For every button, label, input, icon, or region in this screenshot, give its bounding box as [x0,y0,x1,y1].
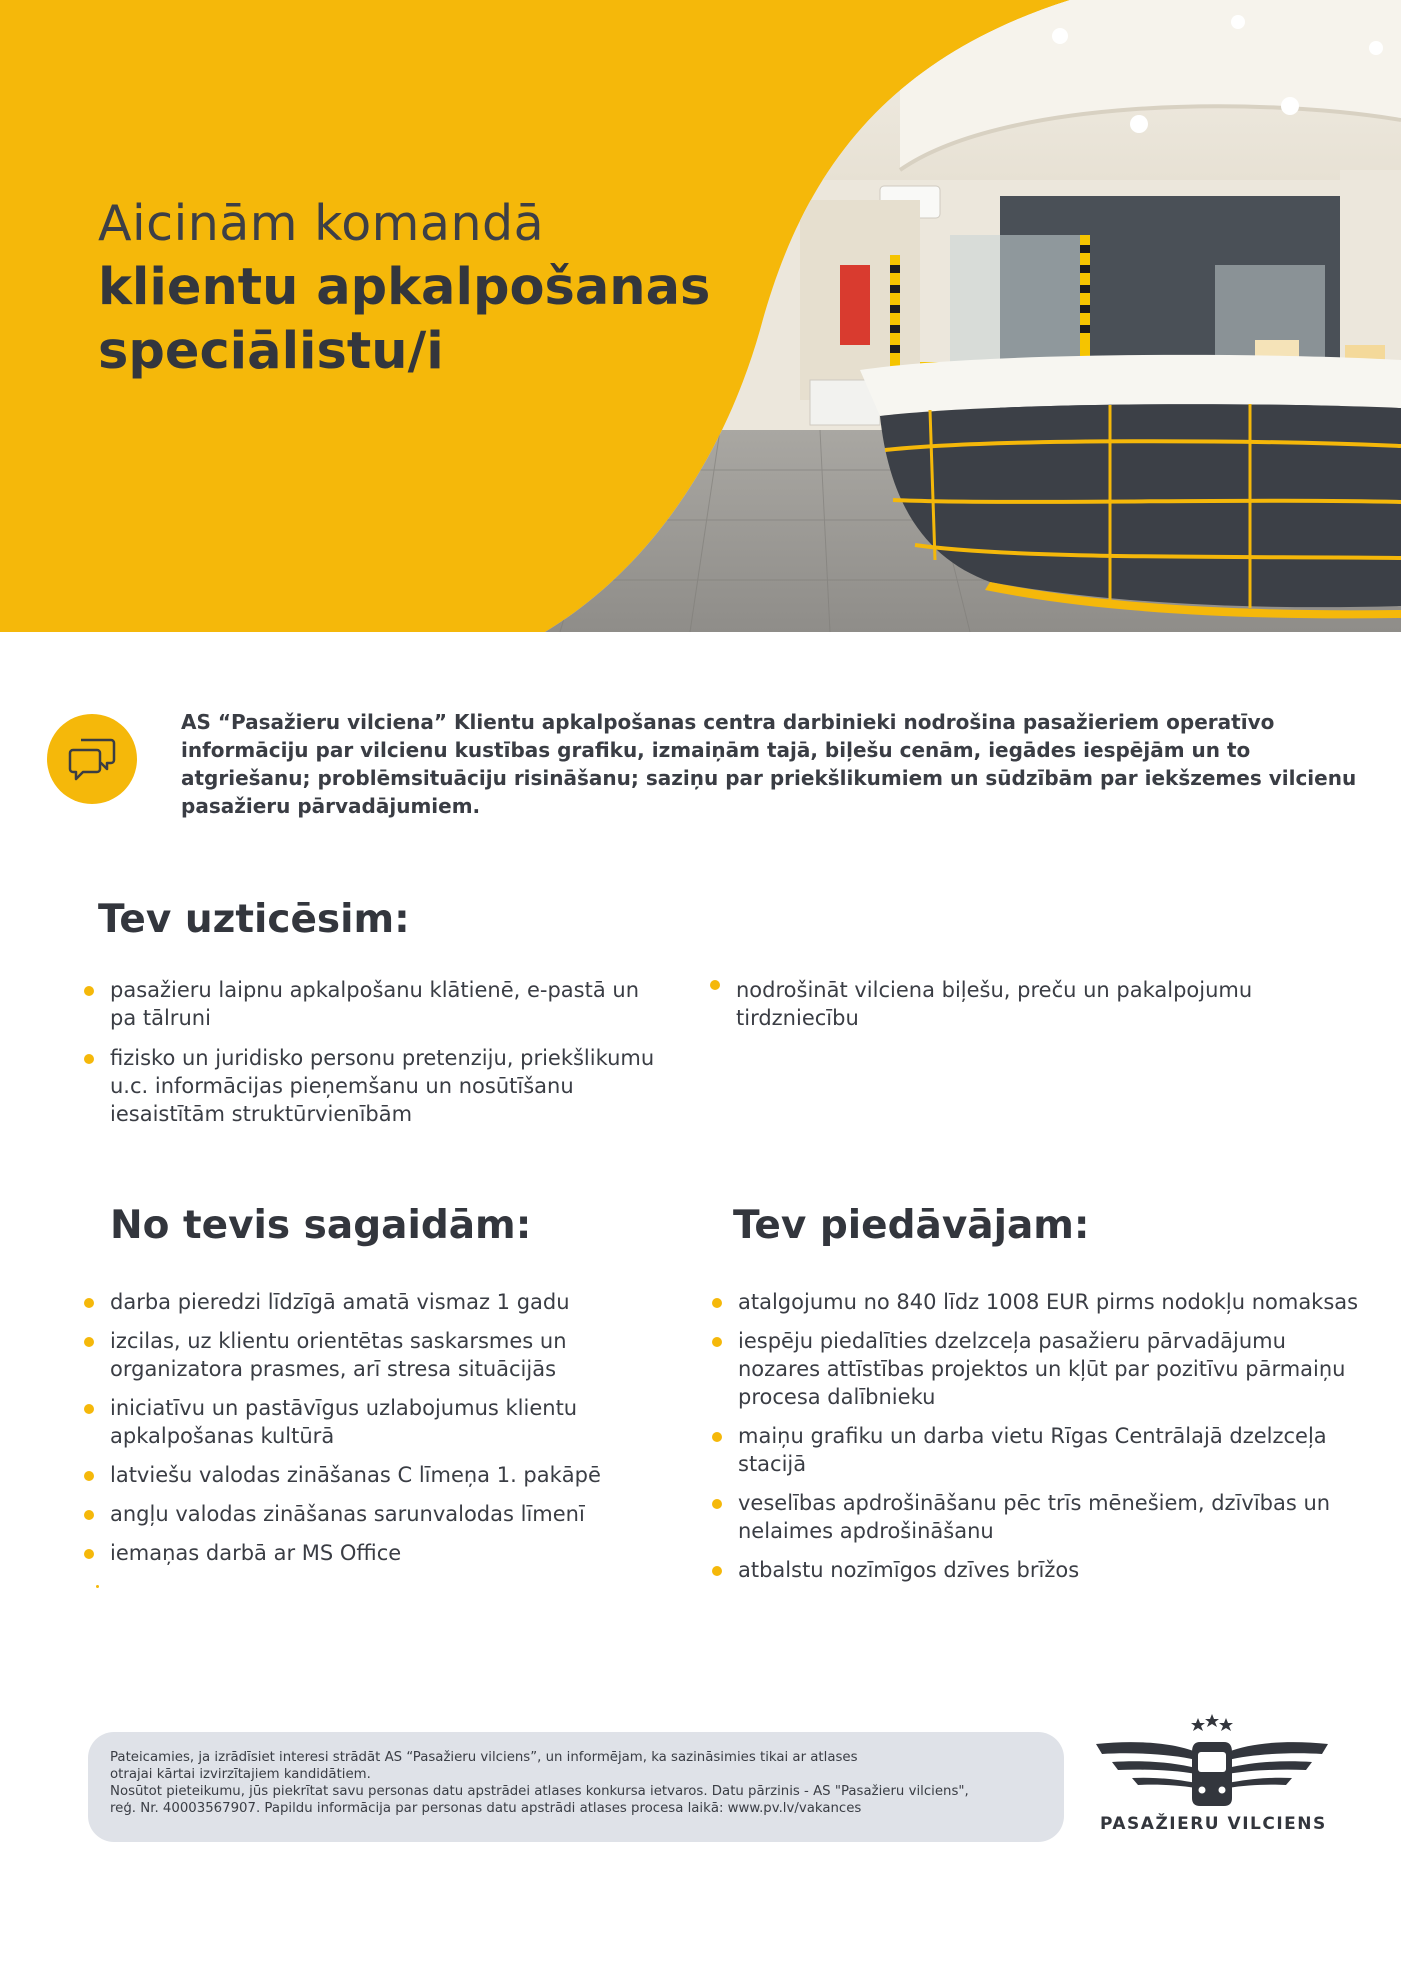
list-item: angļu valodas zināšanas sarunvalodas līmenī [82,1500,642,1528]
hero-banner [0,0,1401,632]
privacy-notice-line-4: reģ. Nr. 40003567907. Papildu informācija par personas datu apstrādi atlases procesa laikā: www.pv.lv/vakances [110,1801,862,1816]
list-item: atalgojumu no 840 līdz 1008 EUR pirms nodokļu nomaksas [710,1288,1360,1316]
hero-title-line-1: Aicinām komandā [98,195,545,252]
trust-list-left [82,976,662,1140]
list-item: fizisko un juridisko personu pretenziju, priekšlikumu u.c. informācijas pieņemšanu un nosūtīšanu iesaistītām struktūrvienībām [82,1044,662,1128]
list-item: izcilas, uz klientu orientētas saskarsmes un organizatora prasmes, arī stresa situācijās [82,1327,642,1383]
bullet-dot-icon [712,1566,722,1576]
list-item: latviešu valodas zināšanas C līmeņa 1. pakāpē [82,1461,642,1489]
bullet-dot-icon [84,1298,94,1308]
expect-list [82,1288,642,1578]
list-item: nodrošināt vilciena biļešu, preču un pakalpojumu tirdzniecību [708,976,1328,1032]
list-item: veselības apdrošināšanu pēc trīs mēnešiem, dzīvības un nelaimes apdrošināšanu [710,1489,1360,1545]
trust-list-right [708,976,1328,1044]
hero-title-line-2: klientu apkalpošanas [98,258,711,317]
list-item: maiņu grafiku un darba vietu Rīgas Centrālajā dzelzceļa stacijā [710,1422,1360,1478]
expect-heading: No tevis sagaidām: [110,1203,532,1248]
privacy-notice [88,1732,1064,1842]
list-item: iespēju piedalīties dzelzceļa pasažieru pārvadājumu nozares attīstības projektos un kļūt par pozitīvu pārmaiņu procesa dalībnieku [710,1327,1360,1411]
bullet-dot-icon [84,986,94,996]
bullet-dot-icon [84,1549,94,1559]
hero-title-line-3: speciālistu/i [98,322,444,381]
privacy-notice-line-3: Nosūtot pieteikumu, jūs piekrītat savu personas datu apstrādei atlases konkursa ietvaros. Datu pārzinis - AS "Pasažieru vilciens", [110,1784,969,1799]
bullet-dot-icon [712,1432,722,1442]
offer-list [710,1288,1360,1595]
chat-bubbles-icon [47,714,137,804]
bullet-dot-icon [710,980,720,990]
bullet-dot-icon [712,1298,722,1308]
logo-wordmark: PASAŽIERU VILCIENS [1100,1814,1327,1834]
privacy-notice-line-2: otrajai kārtai izvirzītajiem kandidātiem. [110,1767,371,1782]
bullet-dot-icon [712,1499,722,1509]
intro-description: AS “Pasažieru vilciena” Klientu apkalpošanas centra darbinieki nodrošina pasažieriem operatīvo informāciju par vilcienu kustības grafiku, izmaiņām tajā, biļešu cenām, iegādes iespējām un to atgriešanu; problēmsituāciju risināšanu; saziņu par priekšlikumiem un sūdzībām par iekšzemes vilcienu pasažieru pārvadājumiem. [181,710,1357,818]
list-item: iniciatīvu un pastāvīgus uzlabojumus klientu apkalpošanas kultūrā [82,1394,642,1450]
decorative-dot [96,1585,99,1588]
offer-heading: Tev piedāvājam: [733,1203,1090,1248]
trust-heading: Tev uzticēsim: [98,897,410,942]
list-item: atbalstu nozīmīgos dzīves brīžos [710,1556,1360,1584]
list-item: pasažieru laipnu apkalpošanu klātienē, e-pastā un pa tālruni [82,976,662,1032]
bullet-dot-icon [84,1510,94,1520]
bullet-dot-icon [84,1404,94,1414]
bullet-dot-icon [84,1471,94,1481]
bullet-dot-icon [84,1054,94,1064]
bullet-dot-icon [712,1337,722,1347]
privacy-notice-line-1: Pateicamies, ja izrādīsiet interesi strādāt AS “Pasažieru vilciens”, un informējam, ka sazināsimies tikai ar atlases [110,1750,858,1765]
list-item: iemaņas darbā ar MS Office [82,1539,642,1567]
hero-title [98,192,738,384]
bullet-dot-icon [84,1337,94,1347]
list-item: darba pieredzi līdzīgā amatā vismaz 1 gadu [82,1288,642,1316]
